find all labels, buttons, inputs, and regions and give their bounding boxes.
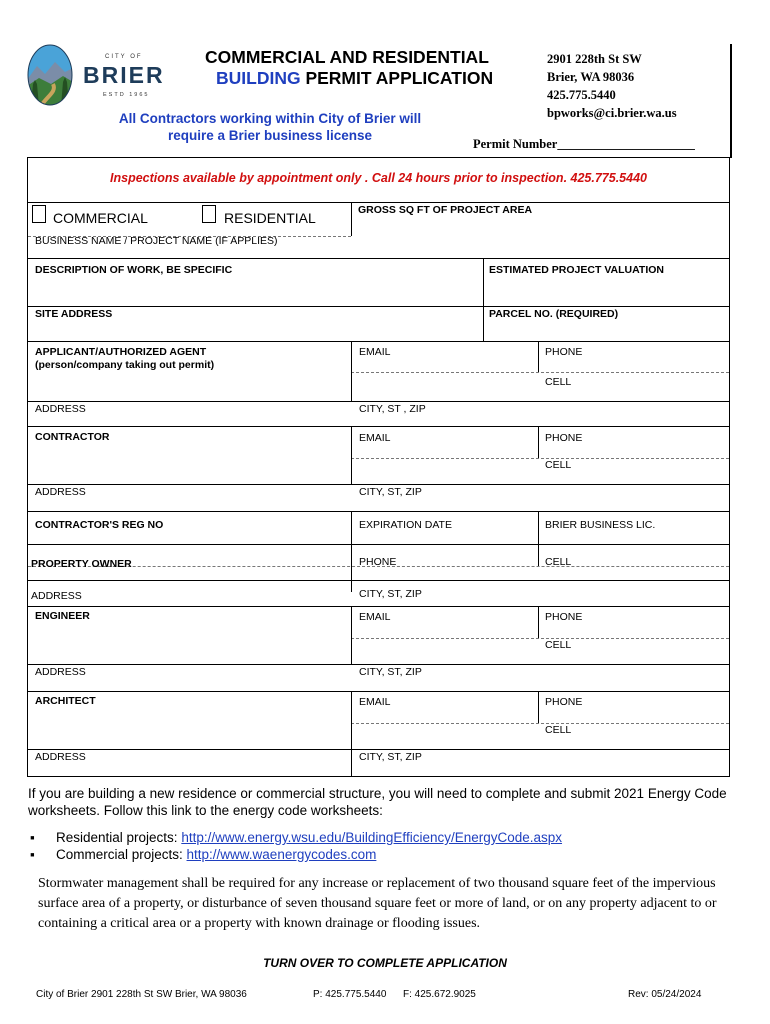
permit-number-field[interactable]: Permit Number______________________ [473, 137, 695, 151]
form-rule [28, 306, 729, 307]
owner-phone-field[interactable]: PHONE [359, 556, 397, 568]
form-rule [28, 401, 729, 402]
engineer-address-field[interactable]: ADDRESS [35, 666, 86, 678]
commercial-link-row [30, 846, 562, 863]
form-rule [28, 258, 729, 259]
form-rule [28, 484, 729, 485]
form-rule [28, 580, 729, 581]
owner-address-field[interactable]: ADDRESS [31, 590, 82, 602]
title-permit-application: PERMIT APPLICATION [300, 68, 494, 88]
applicant-email-field[interactable]: EMAIL [359, 346, 391, 358]
contractor-email-field[interactable]: EMAIL [359, 432, 391, 444]
city-address-block [547, 50, 677, 122]
form-rule [28, 606, 729, 607]
form-divider [538, 606, 539, 638]
owner-city-field[interactable]: CITY, ST, ZIP [359, 588, 422, 600]
title-line-1: COMMERCIAL AND RESIDENTIAL [205, 47, 489, 67]
form-rule [28, 511, 729, 512]
contractor-phone-field[interactable]: PHONE [545, 432, 583, 444]
city-logo-emblem [27, 44, 73, 106]
property-owner-field[interactable]: PROPERTY OWNER [31, 558, 132, 570]
bullet-icon: ▪ [30, 847, 35, 862]
address-street: 2901 228th St SW [547, 52, 642, 66]
form-divider [351, 426, 352, 484]
applicant-cell-field[interactable]: CELL [545, 376, 572, 388]
architect-email-field[interactable]: EMAIL [359, 696, 391, 708]
form-divider [351, 341, 352, 401]
form-rule [28, 426, 729, 427]
description-field[interactable]: DESCRIPTION OF WORK, BE SPECIFIC [35, 264, 233, 276]
title-building: BUILDING [216, 68, 301, 88]
architect-city-field[interactable]: CITY, ST, ZIP [359, 751, 422, 763]
applicant-city-field[interactable]: CITY, ST , ZIP [359, 403, 426, 415]
form-rule [28, 691, 729, 692]
architect-address-field[interactable]: ADDRESS [35, 751, 86, 763]
footer-address: City of Brier 2901 228th St SW Brier, WA 98036 [36, 989, 247, 1000]
residential-link-label: Residential projects: [56, 830, 182, 845]
form-rule [28, 202, 729, 203]
footer-phone: P: 425.775.5440 [313, 989, 387, 1000]
form-divider [538, 511, 539, 566]
form-rule [28, 664, 729, 665]
logo-city-of: CITY OF [105, 54, 143, 60]
residential-label: RESIDENTIAL [224, 210, 316, 226]
form-divider [538, 426, 539, 458]
address-phone: 425.775.5440 [547, 88, 616, 102]
form-rule [28, 341, 729, 342]
header-divider [730, 44, 732, 158]
form-divider [351, 606, 352, 664]
stormwater-notice: Stormwater management shall be required for any increase or replacement of two thousand square feet of the impervious surface area of a property, or disturbance of seven thousand square feet or more of land, or on any property adjacent to or containing a critical area or a property with known drainage or flooding issues. [38, 876, 717, 931]
site-address-field[interactable]: SITE ADDRESS [35, 308, 113, 320]
contractor-city-field[interactable]: CITY, ST, ZIP [359, 486, 422, 498]
logo-name: BRIER [83, 62, 165, 88]
business-lic-field[interactable]: BRIER BUSINESS LIC. [545, 519, 656, 531]
contractor-address-field[interactable]: ADDRESS [35, 486, 86, 498]
engineer-phone-field[interactable]: PHONE [545, 611, 583, 623]
contractors-notice-line-1: All Contractors working within City of Brier will [118, 111, 422, 126]
form-divider [483, 258, 484, 341]
gross-sqft-field[interactable]: GROSS SQ FT OF PROJECT AREA [358, 204, 533, 216]
contractors-notice-line-2: require a Brier business license [167, 128, 373, 143]
residential-energy-link[interactable]: http://www.energy.wsu.edu/BuildingEfficiency/EnergyCode.aspx [181, 830, 563, 845]
form-dash [351, 458, 729, 459]
contractors-notice [80, 110, 460, 144]
expiration-field[interactable]: EXPIRATION DATE [359, 519, 452, 531]
form-divider [538, 691, 539, 723]
form-divider [351, 511, 352, 592]
engineer-city-field[interactable]: CITY, ST, ZIP [359, 666, 422, 678]
logo-estd: ESTD 1965 [103, 92, 150, 98]
energy-code-links [30, 829, 562, 863]
footer-revision: Rev: 05/24/2024 [628, 989, 702, 1000]
contractor-cell-field[interactable]: CELL [545, 459, 572, 471]
form-dash [351, 723, 729, 724]
energy-code-notice: If you are building a new residence or commercial structure, you will need to complete and submit 2021 Energy Code worksheets. Follow this link to the energy code worksheets: [28, 786, 727, 818]
address-email: bpworks@ci.brier.wa.us [547, 106, 677, 120]
contractor-field[interactable]: CONTRACTOR [35, 431, 110, 443]
engineer-cell-field[interactable]: CELL [545, 639, 572, 651]
address-city: Brier, WA 98036 [547, 70, 635, 84]
engineer-email-field[interactable]: EMAIL [359, 611, 391, 623]
valuation-field[interactable]: ESTIMATED PROJECT VALUATION [489, 264, 665, 276]
inspections-notice: Inspections available by appointment only . Call 24 hours prior to inspection. 425.775.5440 [110, 171, 647, 185]
form-rule [28, 544, 729, 545]
owner-cell-field[interactable]: CELL [545, 556, 572, 568]
form-dash [351, 638, 729, 639]
architect-cell-field[interactable]: CELL [545, 724, 572, 736]
commercial-label: COMMERCIAL [53, 210, 148, 226]
title-line-2 [216, 68, 516, 89]
business-name-field[interactable]: BUSINESS NAME / PROJECT NAME (IF APPLIES) [35, 235, 278, 247]
form-rule [28, 749, 729, 750]
residential-checkbox[interactable] [202, 205, 216, 223]
form-divider [351, 749, 352, 776]
turn-over-notice: TURN OVER TO COMPLETE APPLICATION [263, 956, 507, 970]
applicant-address-field[interactable]: ADDRESS [35, 403, 86, 415]
applicant-field[interactable]: APPLICANT/AUTHORIZED AGENT [35, 346, 207, 358]
form-divider [351, 691, 352, 749]
parcel-field[interactable]: PARCEL NO. (REQUIRED) [489, 308, 619, 320]
applicant-sub-label: (person/company taking out permit) [35, 359, 215, 371]
architect-phone-field[interactable]: PHONE [545, 696, 583, 708]
reg-no-field[interactable]: CONTRACTOR'S REG NO [35, 519, 164, 531]
bullet-icon: ▪ [30, 830, 35, 845]
form-divider [538, 341, 539, 372]
footer-fax: F: 425.672.9025 [403, 989, 476, 1000]
form-divider [351, 202, 352, 236]
commercial-energy-link[interactable]: http://www.waenergycodes.com [186, 847, 377, 862]
architect-field[interactable]: ARCHITECT [35, 695, 96, 707]
engineer-field[interactable]: ENGINEER [35, 610, 90, 622]
commercial-link-label: Commercial projects: [56, 847, 187, 862]
commercial-checkbox[interactable] [32, 205, 46, 223]
applicant-phone-field[interactable]: PHONE [545, 346, 583, 358]
form-dash [351, 372, 729, 373]
residential-link-row [30, 829, 562, 846]
permit-form [27, 157, 730, 777]
